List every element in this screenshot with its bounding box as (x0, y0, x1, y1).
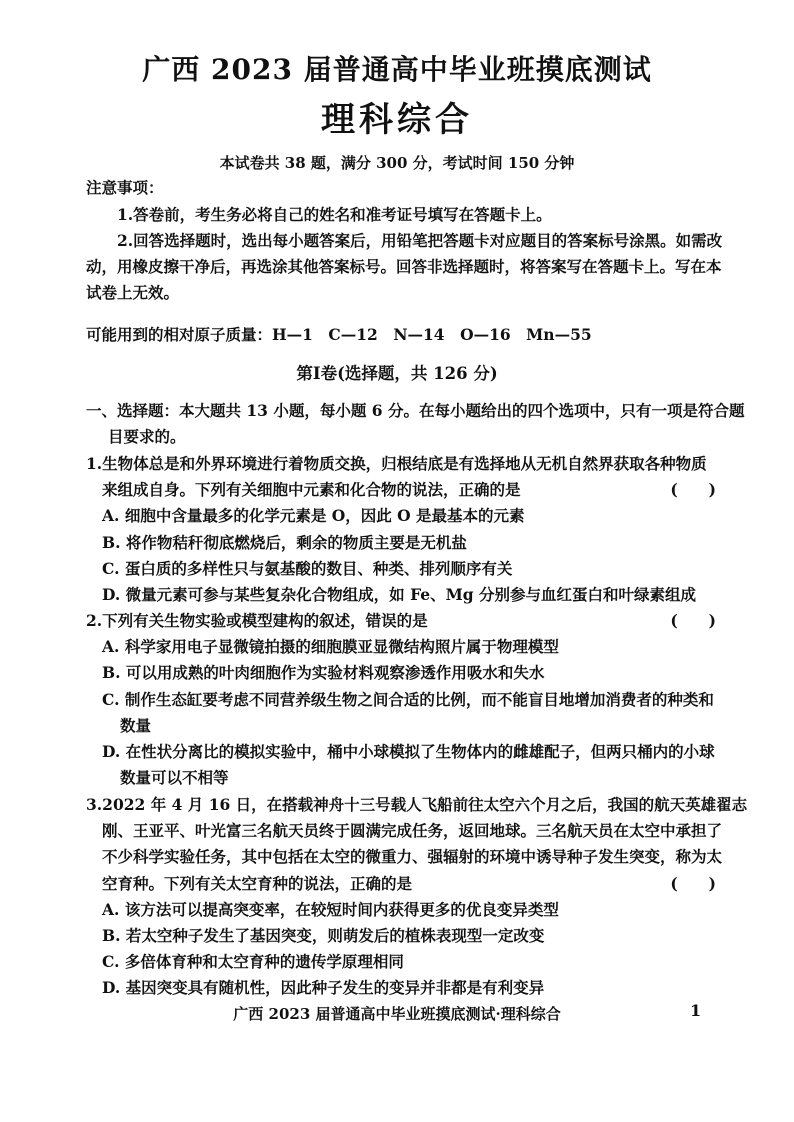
question-3-option-a: A. 该方法可以提高突变率，在较短时间内获得更多的优良变异类型 (102, 899, 559, 919)
question-1-option-d: D. 微量元素可参与某些复杂化合物组成，如 Fe、Mg 分别参与血红蛋白和叶绿素组成 (102, 584, 696, 604)
section-instruction-line-1: 一、选择题：本大题共 13 小题，每小题 6 分。在每小题给出的四个选项中，只有一项是符合题 (86, 401, 745, 420)
question-3-option-d: D. 基因突变具有随机性，因此种子发生的变异并非都是有利变异 (102, 978, 545, 998)
question-1-stem-line-1: 1.生物体总是和外界环境进行着物质交换，归根结底是有选择地从无机自然界获取各种物质 (86, 454, 707, 473)
note-item-1: 1.答卷前，考生务必将自己的姓名和准考证号填写在答题卡上。 (117, 205, 552, 224)
question-3 (86, 792, 748, 1002)
note-item-2-line-3: 试卷上无效。 (86, 283, 180, 302)
question-2-option-c-line-2: 数量 (120, 715, 152, 735)
question-2-answer-bracket: ( ) (670, 611, 716, 630)
question-2 (86, 608, 716, 791)
page-footer: 广西 2023 届普通高中毕业班摸底测试·理科综合 (233, 1005, 561, 1023)
section-instruction-line-2: 目要求的。 (108, 427, 186, 446)
subject-title: 理科综合 (321, 100, 473, 140)
question-2-stem-line-1 (86, 608, 716, 634)
note-item-2-line-2: 动，用橡皮擦干净后，再选涂其他答案标号。回答非选择题时，将答案写在答题卡上。写在本 (86, 257, 722, 276)
question-3-answer-bracket: ( ) (670, 873, 716, 893)
section-title: 第Ⅰ卷(选择题，共 126 分) (296, 364, 498, 383)
atomic-mass-line: 可能用到的相对原子质量：H—1 C—12 N—14 O—16 Mn—55 (86, 325, 592, 344)
question-3-stem-text: 空育种。下列有关太空育种的说法，正确的是 (102, 873, 413, 893)
note-item-2-line-1: 2.回答选择题时，选出每小题答案后，用铅笔把答题卡对应题目的答案标号涂黑。如需改 (117, 231, 723, 250)
question-1-option-a: A. 细胞中含量最多的化学元素是 O，因此 O 是最基本的元素 (102, 506, 525, 526)
question-3-stem-line-4 (86, 871, 716, 897)
exam-info: 本试卷共 38 题，满分 300 分，考试时间 150 分钟 (219, 154, 575, 172)
question-2-option-b: B. 可以用成熟的叶肉细胞作为实验材料观察渗透作用吸水和失水 (102, 663, 545, 683)
notes-heading: 注意事项： (86, 178, 164, 197)
page-number: 1 (690, 1001, 702, 1020)
question-1-option-c: C. 蛋白质的多样性只与氨基酸的数目、种类、排列顺序有关 (102, 558, 513, 578)
question-2-stem-text: 2.下列有关生物实验或模型建构的叙述，错误的是 (86, 611, 428, 630)
question-1-answer-bracket: ( ) (670, 480, 716, 500)
exam-title: 广西 2023 届普通高中毕业班摸底测试 (142, 53, 652, 86)
question-1-stem-text: 来组成自身。下列有关细胞中元素和化合物的说法，正确的是 (102, 480, 521, 500)
question-1-stem-line-2 (86, 477, 716, 503)
question-3-option-c: C. 多倍体育种和太空育种的遗传学原理相同 (102, 952, 404, 972)
question-1-option-b: B. 将作物秸秆彻底燃烧后，剩余的物质主要是无机盐 (102, 532, 467, 552)
question-3-stem-line-1: 3.2022 年 4 月 16 日，在搭载神舟十三号载人飞船前往太空六个月之后，我国的航天英雄翟志 (86, 795, 748, 814)
question-2-option-d-line-2: 数量可以不相等 (120, 768, 229, 788)
question-3-stem-line-3: 不少科学实验任务，其中包括在太空的微重力、强辐射的环境中诱导种子发生突变，称为太 (102, 847, 723, 867)
question-3-option-b: B. 若太空种子发生了基因突变，则萌发后的植株表现型一定改变 (102, 925, 545, 945)
question-3-stem-line-2: 刚、王亚平、叶光富三名航天员终于圆满完成任务，返回地球。三名航天员在太空中承担了 (102, 821, 723, 841)
question-2-option-a: A. 科学家用电子显微镜拍摄的细胞膜亚显微结构照片属于物理模型 (102, 637, 559, 657)
question-2-option-d-line-1: D. 在性状分离比的模拟实验中，桶中小球模拟了生物体内的雌雄配子，但两只桶内的小球 (102, 741, 715, 761)
question-1 (86, 451, 716, 608)
question-2-option-c-line-1: C. 制作生态缸要考虑不同营养级生物之间合适的比例，而不能盲目地增加消费者的种类和 (102, 689, 714, 709)
